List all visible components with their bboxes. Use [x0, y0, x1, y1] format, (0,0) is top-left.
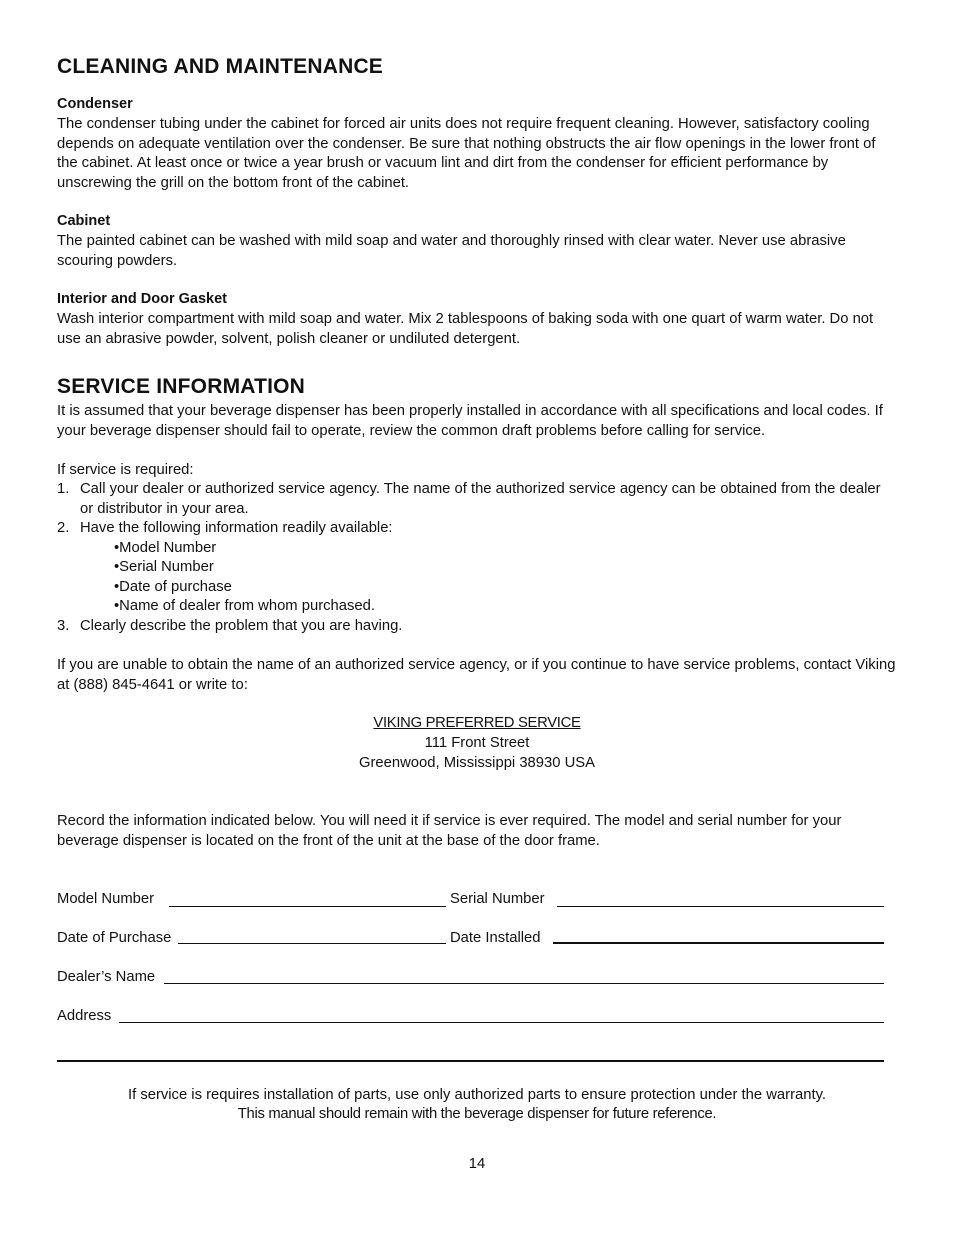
info-bullet-date: •Date of purchase [114, 579, 232, 595]
if-required-label: If service is required: [57, 462, 194, 478]
info-bullet-dealer: •Name of dealer from whom purchased. [114, 598, 375, 614]
step-3-text: Clearly describe the problem that you are having. [80, 618, 403, 634]
step-1-text: Call your dealer or authorized service agency. The name of the authorized service agency can be obtained from the dealer or distributor in your area. [80, 481, 881, 517]
date-of-purchase-line[interactable] [178, 943, 446, 944]
gasket-text: Wash interior compartment with mild soap and water. Mix 2 tablespoons of baking soda with one quart of warm water. Do not use an abrasive powder, solvent, polish cleaner or undiluted detergent. [57, 311, 874, 347]
date-installed-label: Date Installed [450, 930, 541, 946]
date-of-purchase-label: Date of Purchase [57, 930, 172, 946]
serial-number-line[interactable] [557, 906, 884, 907]
step-3-number: 3. [57, 618, 70, 634]
model-number-label: Model Number [57, 891, 155, 907]
section-divider [57, 1060, 884, 1062]
step-1-number: 1. [57, 481, 70, 497]
cabinet-text: The painted cabinet can be washed with mild soap and water and thoroughly rinsed with clear water. Never use abrasive scouring powders. [57, 233, 846, 269]
service-intro: It is assumed that your beverage dispenser has been properly installed in accordance with all specifications and local codes. If your beverage dispenser should fail to operate, review the common draft problems before calling for service. [57, 403, 883, 439]
dealer-name-line[interactable] [164, 983, 884, 984]
address-company: VIKING PREFERRED SERVICE [373, 715, 581, 731]
address-city: Greenwood, Mississippi 38930 USA [358, 755, 596, 771]
cabinet-heading: Cabinet [57, 213, 111, 229]
contact-text: If you are unable to obtain the name of an authorized service agency, or if you continue to have service problems, contact Viking at (888) 845-4641 or write to: [57, 657, 896, 693]
service-title: SERVICE INFORMATION [57, 375, 306, 398]
cleaning-title: CLEANING AND MAINTENANCE [57, 55, 384, 78]
date-installed-line[interactable] [553, 942, 884, 944]
serial-number-label: Serial Number [450, 891, 545, 907]
record-text: Record the information indicated below. You will need it if service is ever required. The model and serial number for your beverage dispenser is located on the front of the unit at the base of the door frame. [57, 813, 842, 849]
condenser-text: The condenser tubing under the cabinet for forced air units does not require frequent cleaning. However, satisfactory cooling depends on adequate ventilation over the condenser. Be sure that nothing obstructs the air flow openings in the lower front of the cabinet. At least once or twice a year brush or vacuum lint and dirt from the condenser for efficient performance by unscrewing the grill on the bottom front of the cabinet. [57, 116, 876, 191]
manual-note: This manual should remain with the beverage dispenser for future reference. [237, 1106, 717, 1122]
step-2-text: Have the following information readily available: [80, 520, 393, 536]
address-line[interactable] [119, 1022, 884, 1023]
dealer-name-label: Dealer’s Name [57, 969, 156, 985]
condenser-heading: Condenser [57, 96, 133, 112]
page-number: 14 [468, 1156, 486, 1172]
model-number-line[interactable] [169, 906, 446, 907]
info-bullet-serial: •Serial Number [114, 559, 214, 575]
step-2-number: 2. [57, 520, 70, 536]
gasket-heading: Interior and Door Gasket [57, 291, 228, 307]
parts-note: If service is requires installation of parts, use only authorized parts to ensure protection under the warranty. [127, 1087, 826, 1103]
info-bullet-model: •Model Number [114, 540, 217, 556]
address-street: 111 Front Street [424, 735, 530, 751]
address-label: Address [57, 1008, 112, 1024]
